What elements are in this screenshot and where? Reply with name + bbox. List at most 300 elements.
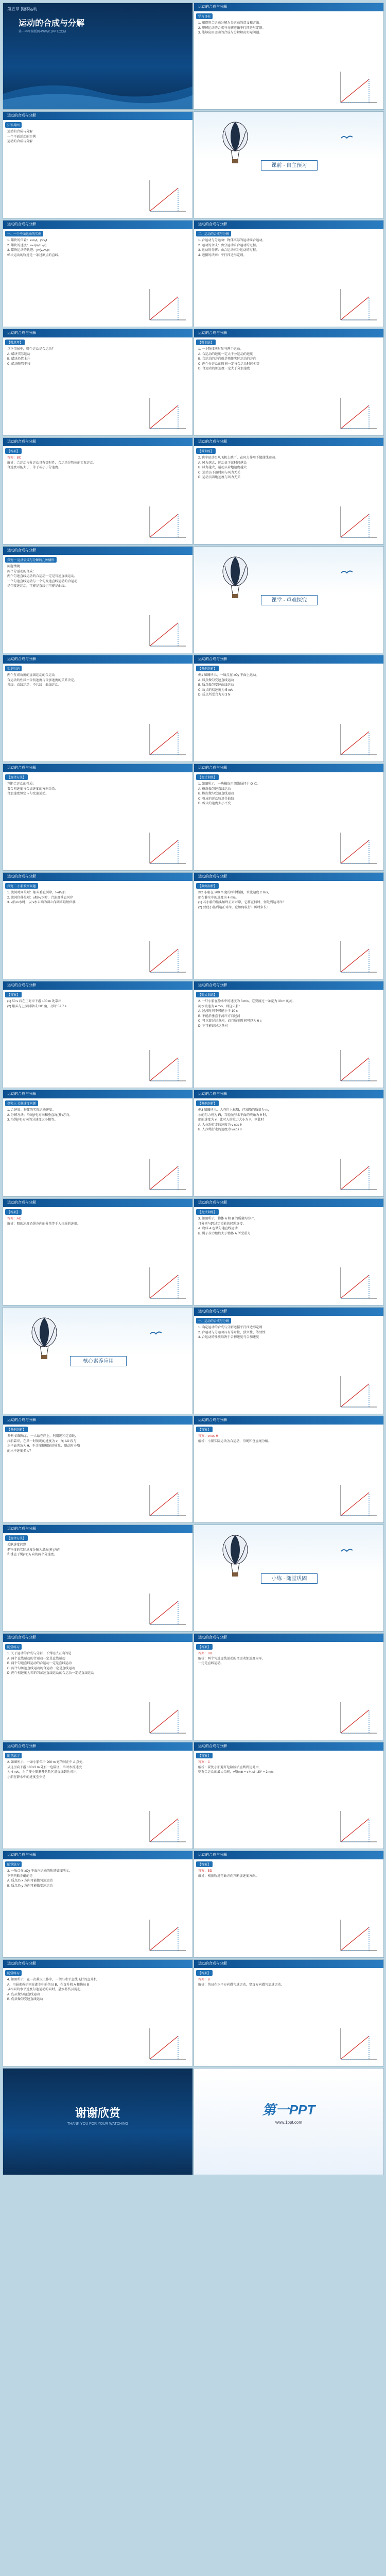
body-line: 2. 渡河位移最短：v船>v水时，合速度垂直河岸 <box>7 895 74 900</box>
figure-diagram <box>147 178 188 214</box>
figure-diagram <box>147 504 188 540</box>
content-slide <box>3 981 193 1088</box>
section-title: 小练 · 随堂巩固 <box>261 1573 318 1584</box>
body-line: 的水平速度多大？ <box>7 1449 33 1453</box>
content-slide <box>194 1959 384 2066</box>
figure-diagram <box>338 1265 379 1301</box>
figure-diagram <box>338 721 379 757</box>
figure-diagram <box>338 2026 379 2062</box>
slide-tag: 【典例剖析】 <box>196 666 219 671</box>
body-line: A，用悬索救护困在湖水中的伤员 B，在直升机 A 和伤员 B <box>7 1982 90 1987</box>
slide-header: 运动的合成与分解 <box>3 112 192 120</box>
slide-tag: 知识导图 <box>5 122 22 128</box>
slide-body <box>7 1543 188 1557</box>
bird-icon <box>341 135 353 141</box>
body-line: 是匀变速运动，可能是直线也可能是曲线。 <box>7 584 68 588</box>
body-line: (1) 若小船的船头始终正对对岸，它将在何时、何处到达对岸？ <box>198 901 286 904</box>
end-subtitle: THANK YOU FOR YOUR WATCHING <box>67 2122 129 2126</box>
body-line: 2. 跳伞运动员从飞机上跳下，在风力作用下做曲线运动。 <box>198 456 278 460</box>
body-line: 看合初速度与合加速度的方向关系。 <box>7 787 58 791</box>
figure-diagram <box>338 286 379 323</box>
content-slide <box>3 437 193 545</box>
body-line: 1. 一个物体同时参与两个运动。 <box>198 347 243 351</box>
slide-header: 运动的合成与分解 <box>194 1090 383 1098</box>
body-line: 答案：BD <box>198 1652 213 1655</box>
body-line: 共线：直线运动；不共线：曲线运动。 <box>7 683 62 687</box>
ad-slide <box>194 2068 384 2175</box>
content-slide <box>3 1633 193 1740</box>
content-slide <box>194 1416 384 1523</box>
body-line: 解析：小船实际运动为合运动，沿绳和垂直绳分解。 <box>198 1439 272 1443</box>
slide-subtitle: 第一PPT模板网-WWW.1PPT.COM <box>19 30 66 33</box>
body-line: 问题情境 <box>7 565 20 568</box>
body-line: A. 伤员做匀速直线运动 <box>7 1992 40 1996</box>
slide-body <box>198 1651 379 1666</box>
slide-tag: 一、运动的合成与分解 <box>196 1318 231 1324</box>
body-line: 运动的合成与分解 <box>7 130 33 133</box>
body-line: D. 运动员着地速度与风力无关 <box>198 476 241 479</box>
slide-body <box>7 673 188 688</box>
slide-tag: 知识归纳 <box>5 666 22 671</box>
slide-tag: 随堂练习 <box>5 1861 22 1867</box>
body-line: A. 合运动的速度一定大于分运动的速度 <box>198 352 253 356</box>
figure-diagram <box>147 613 188 649</box>
body-line: 1. 蜡块的位置：x=vₓt，y=vᵧt <box>7 239 47 242</box>
content-slide <box>3 1090 193 1197</box>
section-slide <box>194 546 384 653</box>
slide-body <box>7 455 188 470</box>
slide-header: 运动的合成与分解 <box>3 1090 192 1098</box>
figure-diagram <box>338 1047 379 1083</box>
slide-tag: 随堂练习 <box>5 1644 22 1650</box>
content-slide <box>3 872 193 979</box>
section-title: 核心素养应用 <box>70 1356 127 1366</box>
slide-header: 运动的合成与分解 <box>3 1960 192 1968</box>
figure-diagram <box>147 1047 188 1083</box>
figure-diagram <box>147 286 188 323</box>
section-title: 课前 · 自主预习 <box>261 160 318 171</box>
slide-body <box>198 782 379 806</box>
slide-body <box>198 1977 379 1987</box>
figure-diagram <box>338 1374 379 1410</box>
content-slide <box>3 764 193 871</box>
slide-header: 运动的合成与分解 <box>3 1416 192 1425</box>
figure-diagram <box>147 1591 188 1627</box>
content-slide <box>194 1090 384 1197</box>
section-title: 课堂 · 重难探究 <box>261 595 318 605</box>
body-line: 判断合运动的性质： <box>7 782 36 786</box>
body-line: A. 橡皮做匀速直线运动 <box>198 787 231 791</box>
body-line: 两个分运动的合成： <box>7 569 36 573</box>
slide-header: 运动的合成与分解 <box>194 655 383 664</box>
body-line: A. 风力越大，运动员下落时间越长 <box>198 461 247 465</box>
body-line: 答案：C <box>198 1760 210 1764</box>
slide-body <box>7 1434 188 1453</box>
body-line: 2. 如图所示，一条小船位于 200 m 宽的河正中 A 点处， <box>7 1760 86 1764</box>
content-slide <box>3 220 193 327</box>
body-line: 一定是直线运动。 <box>198 1662 224 1665</box>
body-line: 1. 确定运动的合成与分解遵循平行四边形定则 <box>198 1326 262 1329</box>
body-line: B. 质点沿 y 方向可能做变速运动 <box>7 1884 53 1888</box>
slide-body <box>198 999 379 1028</box>
body-line: 答案：v/cos θ <box>198 1434 218 1438</box>
figure-diagram <box>147 830 188 866</box>
body-line: A. 物体 A 也做匀速直线运动 <box>198 1227 238 1230</box>
slide-tag: 【典例剖析】 <box>196 883 219 889</box>
slide-tag: 【答案】 <box>196 1427 213 1432</box>
slide-body <box>7 999 188 1009</box>
section-slide <box>194 1524 384 1632</box>
slide-header: 运动的合成与分解 <box>194 3 383 11</box>
figure-diagram <box>338 830 379 866</box>
slide-header: 运动的合成与分解 <box>194 1634 383 1642</box>
slide-header: 运动的合成与分解 <box>3 438 192 446</box>
slide-header: 运动的合成与分解 <box>3 547 192 555</box>
figure-diagram <box>147 1265 188 1301</box>
slide-body <box>7 782 188 796</box>
body-line: C. 两个分运动的时间一定与合运动时间相等 <box>198 362 260 366</box>
slide-tag: 【规律方法】 <box>5 774 28 780</box>
body-line: 解析：船的速度沿绳方向的分量等于人拉绳的速度。 <box>7 1222 81 1226</box>
body-line: A. 两个直线运动的合运动一定是直线运动 <box>7 1656 65 1660</box>
slide-body <box>198 1869 379 1878</box>
content-slide <box>3 1198 193 1306</box>
title-slide <box>3 3 193 110</box>
body-line: 1. 合运动与分运动：物体实际的运动叫合运动。 <box>198 239 266 242</box>
content-slide <box>194 1307 384 1414</box>
figure-diagram <box>147 2026 188 2062</box>
slide-title: 运动的合成与分解 <box>19 19 85 28</box>
body-line: 答案：BC <box>7 456 22 460</box>
slide-header: 运动的合成与分解 <box>3 1199 192 1207</box>
body-line: 从这里向下游 100√3 m 处有一危险区，当时水流速度 <box>7 1765 82 1769</box>
slide-body <box>198 673 379 698</box>
slide-header: 运动的合成与分解 <box>3 655 192 664</box>
body-line: 一个平面运动的实例 <box>7 134 36 139</box>
body-line: 船在静水中的速度为 4 m/s。 <box>198 895 239 900</box>
body-line: 1. 如图所示，一块橡皮用细线悬挂于 O 点。 <box>198 782 260 786</box>
slide-tag: 学习目标 <box>196 13 213 19</box>
content-slide <box>194 655 384 762</box>
body-line: 下列判断正确的是 <box>7 1874 33 1878</box>
slide-header: 运动的合成与分解 <box>3 1525 192 1533</box>
body-line: 以相同的水平速度匀速运动的同时，悬索将伤员提起。 <box>7 1988 84 1991</box>
slide-body <box>7 890 188 905</box>
body-line: 4. 如图所示，在一次救灾工作中，一架沿水平直线飞行的直升机 <box>7 1978 97 1981</box>
figure-diagram <box>147 1156 188 1192</box>
body-line: 则有合运动的最大位移，v船min = v水 sin 30° = 2 m/s <box>198 1770 274 1774</box>
body-line: 为 4 m/s，为了使小船避开危险区沿直线到达对岸， <box>7 1770 80 1774</box>
body-line: 解析：两个匀速直线运动的合运动加速度为零， <box>198 1656 265 1660</box>
body-line: (2) 船头与上游河岸成 60° 角，历时 57.7 s <box>7 1004 66 1008</box>
content-slide <box>3 1959 193 2066</box>
figure-diagram <box>147 395 188 431</box>
slide-tag: 随堂练习 <box>5 1753 22 1758</box>
slide-body <box>7 1869 188 1888</box>
slide-body <box>198 890 379 910</box>
figure-diagram <box>147 939 188 975</box>
body-line: 河水流速为 4 m/s，则这只船： <box>198 1004 242 1008</box>
slide-tag: 【规律方法】 <box>5 1535 28 1541</box>
slide-body <box>7 564 188 589</box>
body-line: 水的阻力恒为 Ff，当轻绳与水平面的夹角为 θ 时， <box>198 1113 269 1117</box>
content-slide <box>3 1851 193 1958</box>
body-line: 2. 一只小船在静水中的速度为 3 m/s，它要渡过一条宽为 30 m 的河， <box>198 999 296 1003</box>
slide-header: 运动的合成与分解 <box>194 1416 383 1425</box>
figure-diagram <box>338 1700 379 1736</box>
body-line: 且分别与跨过定滑轮的轻绳连接， <box>198 1222 246 1226</box>
slide-tag: 【微训练】 <box>196 448 216 454</box>
figure-diagram <box>338 1482 379 1518</box>
figure-diagram <box>147 1917 188 1953</box>
slide-header: 运动的合成与分解 <box>194 981 383 990</box>
body-line: 拉船靠岸，在某一时刻绳的速度为 v，绳 AO 段与 <box>7 1439 77 1443</box>
slide-header: 运动的合成与分解 <box>194 1308 383 1316</box>
slide-header: 运动的合成与分解 <box>3 764 192 772</box>
body-line: B. 绳子拉力始终大于物体 A 所受重力 <box>198 1231 251 1235</box>
slide-body <box>7 129 188 144</box>
slide-header: 运动的合成与分解 <box>194 1960 383 1968</box>
figure-diagram <box>147 1700 188 1736</box>
slide-header: 运动的合成与分解 <box>194 1851 383 1859</box>
body-line: 解析：合运动与分运动具有等时性，合运动是物体的实际运动。 <box>7 461 97 465</box>
body-line: 3. 如图所示，物体 A 和 B 的质量均为 m， <box>198 1217 258 1221</box>
body-line: 2. 蜡块的速度：v=√(vₓ²+vᵧ²) <box>7 243 47 247</box>
body-line: C. 橡皮的运动轨迹是曲线 <box>198 796 234 801</box>
slide-tag: 探究二 小船渡河问题 <box>5 883 38 889</box>
slide-tag: 【答案】 <box>5 992 22 997</box>
body-line: 2. 运动的合成：由分运动求合运动的过程。 <box>198 243 259 247</box>
body-line: D. 橡皮的速度大小不变 <box>198 802 231 805</box>
figure-diagram <box>338 395 379 431</box>
slide-header: 运动的合成与分解 <box>194 873 383 881</box>
body-line: 2. 合运动与分运动具有等时性、独立性、等效性 <box>198 1330 266 1334</box>
slide-tag: 【微思考】 <box>5 340 25 345</box>
body-line: 3. 沿绳(杆)方向的分速度大小相等。 <box>7 1118 58 1122</box>
bird-icon <box>341 1548 353 1554</box>
slide-tag: 【答案】 <box>5 1209 22 1215</box>
slide-body <box>7 347 188 366</box>
body-line: 2. 理解运动的合成与分解遵循平行四边形定则。 <box>198 26 266 30</box>
slide-tag: 【变式训练】 <box>196 774 219 780</box>
content-slide <box>3 546 193 653</box>
content-slide <box>194 1851 384 1958</box>
slide-header: 运动的合成与分解 <box>3 1742 192 1751</box>
content-slide <box>194 437 384 545</box>
slide-body <box>7 238 188 258</box>
slide-header: 运动的合成与分解 <box>194 438 383 446</box>
slide-tag: 【变式训练】 <box>196 992 219 997</box>
hot-air-balloon-icon <box>220 1534 251 1581</box>
slide-body <box>198 21 379 36</box>
slide-tag: 探究一 运动合成与分解的几种情形 <box>5 557 57 563</box>
figure-diagram <box>338 1156 379 1192</box>
content-slide <box>194 220 384 327</box>
slide-tag: 【答案】 <box>196 1861 213 1867</box>
body-line: 合速度可能大于、等于或小于分速度。 <box>7 466 62 469</box>
figure-diagram <box>338 504 379 540</box>
slide-body <box>7 1108 188 1123</box>
body-line: A. 过河时间不可能小于 10 s <box>198 1009 238 1013</box>
slide-header: 运动的合成与分解 <box>3 873 192 881</box>
figure-diagram <box>338 939 379 975</box>
content-slide <box>3 1742 193 1849</box>
slide-body <box>198 455 379 480</box>
slide-body <box>7 1977 188 2002</box>
body-line: 3. 一质点在 xOy 平面内运动的轨迹如图所示， <box>7 1869 73 1873</box>
slide-tag: 【典例剖析】 <box>196 1100 219 1106</box>
body-line: (2) 要使小船到达正对岸，应如何航行？历时多长？ <box>198 905 270 909</box>
body-line: D. 质点所受合力为 3 N <box>198 693 231 697</box>
ad-url-link[interactable]: www.1ppt.com <box>275 2120 303 2125</box>
slide-tag: 【答案】 <box>5 448 22 454</box>
body-line: 水平面夹角为 θ，不计摩擦和轮的质量，则此时小船 <box>7 1444 80 1448</box>
slide-body <box>7 1760 188 1780</box>
body-line: 小船在静水中的速度至少是 <box>7 1775 46 1779</box>
slide-tag: 二、运动的合成与分解 <box>196 231 231 236</box>
body-line: B. 两个匀速直线运动的合运动一定是直线运动 <box>7 1662 72 1665</box>
body-line: C. 运动员下落时间与风力无关 <box>198 470 241 474</box>
body-line: D. 不可能渡过这条河 <box>198 1024 228 1028</box>
body-line: B. 人拉绳行走的速度为 v/cos θ <box>198 1128 242 1131</box>
slide-header: 运动的合成与分解 <box>194 1742 383 1751</box>
body-line: C. 蜡块随管平移 <box>7 362 31 366</box>
end-slide <box>3 2068 193 2175</box>
body-line: 例3 如图所示，人在岸上拉船，已知船的质量为 m， <box>198 1108 271 1112</box>
slide-tag: 【答案】 <box>196 1970 213 1976</box>
decor-wave <box>3 68 193 109</box>
body-line: C. 可以渡过这条河，而且所需时间可以为 6 s <box>198 1019 262 1023</box>
content-slide <box>3 1524 193 1632</box>
body-line: A. 人拉绳行走的速度为 v cos θ <box>198 1123 242 1127</box>
body-line: 例1 如图所示，一质点在 xOy 平面上运动。 <box>198 673 259 677</box>
content-slide <box>194 329 384 436</box>
body-line: 解析：要使小船避开危险区沿直线到达对岸， <box>198 1765 262 1769</box>
slide-body <box>198 1108 379 1132</box>
body-line: B. 伤员做匀变速直线运动 <box>7 1997 43 2001</box>
body-line: 3. 蜡块运动的轨迹：y=(vᵧ/vₓ)x <box>7 248 50 252</box>
body-line: 典例 如图所示，一人站在岸上，利用绳和定滑轮， <box>7 1434 78 1438</box>
slide-tag: 【答案】 <box>196 1753 213 1758</box>
body-line: 2. 分解方法：沿绳(杆)方向和垂直绳(杆)方向。 <box>7 1113 73 1117</box>
slide-header: 运动的合成与分解 <box>3 1851 192 1859</box>
body-line: B. 风力越大，运动员着地速度越大 <box>198 466 247 469</box>
body-line: 船的速度为 v，此时人的拉力大小为 F，则此时 <box>198 1118 264 1122</box>
slide-tag: 【答案】 <box>196 1644 213 1650</box>
content-slide <box>194 1742 384 1849</box>
body-line: A. 蜡块实际运动 <box>7 352 30 356</box>
content-slide <box>194 981 384 1088</box>
figure-diagram <box>147 721 188 757</box>
slide-header: 运动的合成与分解 <box>194 221 383 229</box>
slide-tag: 随堂练习 <box>5 1970 22 1976</box>
body-line: 3. 运动的分解：由合运动求分运动的过程。 <box>198 248 259 252</box>
body-line: 1. 合速度：物体的实际运动速度。 <box>7 1108 56 1112</box>
body-line: 答案：B <box>198 1978 210 1981</box>
slide-header: 运动的合成与分解 <box>194 764 383 772</box>
chapter-label: 第五章 抛体运动 <box>7 7 38 11</box>
body-line: D. 两个初速度为零的匀加速直线运动的合运动一定是直线运动 <box>7 1671 94 1675</box>
slide-body <box>198 347 379 371</box>
body-line: 4. 遵循的法则：平行四边形定则。 <box>198 253 247 257</box>
content-slide <box>3 329 193 436</box>
body-line: D. 合运动的加速度一定大于分加速度 <box>198 367 250 370</box>
figure-diagram <box>338 1917 379 1953</box>
slide-tag: 【典例剖析】 <box>5 1427 28 1432</box>
body-line: A. 质点做匀变速直线运动 <box>198 678 234 682</box>
body-line: 合加速度恒定→匀变速运动。 <box>7 792 49 795</box>
slide-body <box>198 1325 379 1340</box>
body-line: C. 质点的初速度为 5 m/s <box>198 688 234 692</box>
content-slide <box>194 1633 384 1740</box>
body-line: 两个匀速直线运动的合运动一定是匀速直线运动。 <box>7 574 78 578</box>
body-line: 1. 渡河时间最短：船头垂直河岸，t=d/v船 <box>7 891 66 894</box>
hot-air-balloon-icon <box>29 1317 60 1363</box>
body-line: 答案：AC <box>7 1217 22 1221</box>
content-slide <box>194 1198 384 1306</box>
figure-diagram <box>147 1808 188 1844</box>
body-line: 解析：伤员在水平方向做匀速运动，竖直方向做匀加速运动。 <box>198 1982 285 1987</box>
content-slide <box>194 3 384 110</box>
body-line: 3. 能够应用运动的合成与分解解决实际问题。 <box>198 31 262 35</box>
body-line: 3. 合运动的性质取决于合初速度与合加速度 <box>198 1335 259 1339</box>
body-line: 蜡块运动的轨迹是一条过原点的直线。 <box>7 253 62 257</box>
body-line: (1) 50 s 后在正对岸下游 100 m 处靠岸 <box>7 999 62 1003</box>
body-line: 1. 知道将合运动分解为分运动的意义和方法。 <box>198 21 262 25</box>
body-line: 1. 关于运动的合成与分解，下列说法正确的是 <box>7 1652 72 1655</box>
slide-header: 运动的合成与分解 <box>3 1634 192 1642</box>
body-line: B. 质点做匀变速曲线运动 <box>198 683 234 687</box>
slide-tag: 【微训练】 <box>196 340 216 345</box>
slide-header: 运动的合成与分解 <box>194 329 383 337</box>
body-line: C. 两个匀加速直线运动的合运动一定是直线运动 <box>7 1666 75 1670</box>
slide-tag: 探究三 关联速度问题 <box>5 1100 38 1106</box>
body-line: 以下情景中，哪个运动是合运动？ <box>7 347 55 351</box>
figure-diagram <box>338 1808 379 1844</box>
content-slide <box>3 111 193 218</box>
section-slide <box>194 111 384 218</box>
body-line: 3. v船<v水时，以 v水末端为圆心作圆求最短位移 <box>7 901 76 904</box>
body-line: A. 质点沿 x 方向可能做匀速运动 <box>7 1879 53 1883</box>
slide-body <box>198 1216 379 1236</box>
body-line: 一个匀速直线运动与一个匀变速直线运动的合运动 <box>7 579 78 583</box>
content-slide <box>194 872 384 979</box>
bird-icon <box>150 1331 162 1337</box>
slide-header: 运动的合成与分解 <box>194 1199 383 1207</box>
slide-header: 运动的合成与分解 <box>3 221 192 229</box>
body-line: B. 不能沿垂直于河岸方向过河 <box>198 1014 240 1018</box>
slide-body <box>198 1434 379 1444</box>
slide-tag: 一、一个平面运动的实例 <box>5 231 43 236</box>
slide-body <box>7 1651 188 1676</box>
content-slide <box>3 655 193 762</box>
bird-icon <box>341 570 353 576</box>
slide-header: 运动的合成与分解 <box>3 329 192 337</box>
hot-air-balloon-icon <box>220 556 251 602</box>
slide-body <box>198 1760 379 1775</box>
ad-title: 第一PPT <box>262 2102 315 2117</box>
end-title: 谢谢欣赏 <box>75 2107 120 2120</box>
body-line: B. 合运动的方向就是物体实际运动的方向 <box>198 357 256 361</box>
slide-body <box>7 1216 188 1226</box>
body-line: 和垂直于绳(杆)方向的两个分速度。 <box>7 1553 57 1556</box>
slide-tag: 【变式训练】 <box>196 1209 219 1215</box>
body-line: 两个互成角度的直线运动的合运动 <box>7 673 55 677</box>
body-line: 关联速度问题： <box>7 1543 30 1547</box>
content-slide <box>3 1416 193 1523</box>
figure-diagram <box>338 69 379 105</box>
body-line: 运动的合成与分解 <box>7 140 33 143</box>
